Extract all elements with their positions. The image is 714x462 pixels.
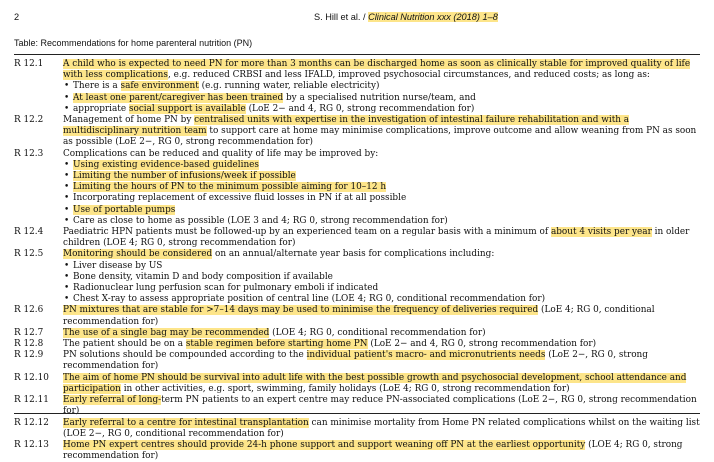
bullet-item: [63, 104, 702, 115]
recommendation-id: R 12.11: [14, 395, 49, 406]
recommendation-paragraph: [63, 149, 702, 160]
table-top-rule: [14, 54, 700, 55]
bullet-item: [63, 283, 702, 294]
text-segment: Chest X-ray to assess appropriate position of central line (LOE 4; RG 0, conditional recommendation for): [73, 294, 546, 305]
bullet-item: [63, 205, 702, 216]
text-segment: (LoE 2− and 4, RG 0, strong recommendation for): [245, 103, 475, 114]
recommendation-row: [14, 249, 702, 305]
recommendation-paragraph: [63, 115, 702, 149]
recommendation-text: [63, 373, 702, 395]
recommendation-paragraph: [63, 350, 702, 372]
text-segment: (LoE 2− and 4, RG 0, strong recommendation for): [367, 339, 597, 350]
bullet-item: [63, 171, 702, 182]
recommendation-text: [63, 227, 702, 249]
bullet-list: [63, 261, 702, 306]
recommendation-text: [63, 418, 702, 440]
bullet-item: [63, 294, 702, 305]
text-segment: (LOE 4; RG 0, conditional recommendation for): [269, 327, 486, 338]
running-header: [14, 12, 700, 25]
bullet-item: [63, 261, 702, 272]
highlighted-text: Use of portable pumps: [73, 204, 176, 215]
bullet-item: [63, 193, 702, 204]
text-segment: Paediatric HPN patients must be followed-up by an experienced team on a regular basis with a minimum of: [63, 227, 551, 238]
text-segment: (LOE 4; RG 0, strong recommendation for): [63, 439, 683, 462]
highlighted-text: safe environment: [120, 81, 199, 92]
recommendation-paragraph: [63, 59, 702, 81]
recommendation-id: R 12.6: [14, 305, 44, 316]
highlighted-text: Home PN expert centres should provide 24-h phone support and support weaning off PN at the earliest opportunity: [63, 439, 586, 450]
text-segment: (LoE 2−, RG 0, strong recommendation for): [63, 350, 648, 372]
recommendation-id: R 12.9: [14, 350, 44, 361]
recommendation-paragraph: [63, 249, 702, 260]
highlighted-text: centralised units with expertise in the investigation of intestinal failure rehabilitation and with a multidisciplinary nutrition team: [63, 115, 630, 137]
recommendation-paragraph: [63, 328, 702, 339]
highlighted-text: Early referral to a centre for intestinal transplantation: [63, 417, 309, 428]
text-segment: (e.g. running water, reliable electricity): [198, 81, 380, 92]
highlighted-text: Limiting the hours of PN to the minimum possible aiming for 10–12 h: [73, 182, 387, 193]
text-segment: appropriate: [73, 103, 129, 114]
text-segment: in other activities, e.g. sport, swimming, family holidays (LoE 4; RG 0, strong recommendation for): [120, 383, 570, 394]
recommendation-text: [63, 59, 702, 115]
highlighted-text: social support is available: [128, 103, 246, 114]
bullet-list: [63, 81, 702, 115]
recommendation-text: [63, 440, 702, 462]
recommendation-id: R 12.10: [14, 372, 49, 383]
authors: S. Hill et al. /: [314, 12, 369, 22]
text-segment: Complications can be reduced and quality of life may be improved by:: [63, 148, 379, 159]
bullet-item: [63, 160, 702, 171]
recommendation-id: R 12.5: [14, 249, 44, 260]
text-segment: PN solutions should be compounded according to the: [63, 350, 307, 361]
highlighted-text: Limiting the number of infusions/week if possible: [73, 171, 296, 182]
recommendation-row: [14, 59, 702, 115]
text-segment: can minimise mortality from Home PN related complications whilst on the waiting list (LOE 2−, RG 0, conditional recommendation for): [63, 417, 700, 439]
recommendation-id: R 12.3: [14, 148, 44, 159]
recommendation-row: [14, 115, 702, 149]
text-segment: Bone density, vitamin D and body composition if available: [73, 271, 333, 282]
recommendation-row: [14, 418, 702, 440]
recommendation-id: R 12.13: [14, 439, 49, 450]
bullet-item: [63, 272, 702, 283]
highlighted-text: The aim of home PN should be survival into adult life with the best possible growth and psychosocial development, school attendance and participation: [63, 372, 687, 394]
recommendation-text: [63, 305, 702, 327]
text-segment: to support care at home may minimise complications, improve outcome and allow weaning from PN as soon as possible (LoE 2−, RG 0, strong recommendation for): [63, 126, 697, 148]
recommendation-paragraph: [63, 418, 702, 440]
highlighted-text: Monitoring should be considered: [63, 249, 213, 260]
recommendation-paragraph: [63, 373, 702, 395]
text-segment: Care as close to home as possible (LOE 3 and 4; RG 0, strong recommendation for): [73, 215, 448, 226]
text-segment: in older children (LOE 4; RG 0, strong recommendation for): [63, 227, 690, 249]
recommendation-text: [63, 149, 702, 227]
recommendation-row: [14, 440, 702, 462]
highlighted-text: about 4 visits per year: [550, 227, 652, 238]
highlighted-text: The use of a single bag may be recommended: [63, 327, 270, 338]
table-bottom-rule: [14, 413, 700, 414]
text-segment: by a specialised nutrition nurse/team, and: [283, 92, 476, 103]
bullet-list: [63, 160, 702, 227]
highlighted-text: individual patient's macro- and micronutrients needs: [306, 350, 546, 361]
recommendation-row: [14, 373, 702, 395]
text-segment: The patient should be on a: [63, 339, 186, 350]
text-segment: on an annual/alternate year basis for complications including:: [212, 249, 495, 260]
text-segment: There is a: [73, 81, 121, 92]
bullet-item: [63, 81, 702, 92]
recommendations-table: [14, 59, 702, 462]
journal-link[interactable]: Clinical Nutrition xxx (2018) 1–8: [368, 12, 498, 22]
highlighted-text: Early referral of long-: [63, 395, 162, 406]
bullet-item: [63, 182, 702, 193]
recommendation-paragraph: [63, 395, 702, 417]
highlighted-text: A child who is expected to need PN for more than 3 months can be discharged home as soon as clinically stable for improved quality of life with less complications: [63, 59, 691, 81]
recommendation-paragraph: [63, 339, 702, 350]
recommendation-id: R 12.2: [14, 115, 44, 126]
recommendation-row: [14, 149, 702, 227]
text-segment: Liver disease by US: [73, 260, 163, 271]
recommendation-paragraph: [63, 440, 702, 462]
bullet-item: [63, 93, 702, 104]
recommendation-id: R 12.12: [14, 417, 49, 428]
text-segment: term PN patients to an expert centre may reduce PN-associated complications (LoE 2−, RG 0, strong recommendation for): [63, 395, 697, 417]
recommendation-row: [14, 339, 702, 350]
recommendation-row: [14, 227, 702, 249]
text-segment: Radionuclear lung perfusion scan for pulmonary emboli if indicated: [73, 283, 379, 294]
text-segment: , e.g. reduced CRBSI and less IFALD, improved psychosocial circumstances, and reduced costs; as long as:: [167, 70, 650, 81]
recommendation-text: [63, 395, 702, 417]
recommendation-text: [63, 328, 702, 339]
recommendation-text: [63, 350, 702, 372]
recommendation-id: R 12.8: [14, 339, 44, 350]
recommendation-paragraph: [63, 305, 702, 327]
table-title: Table: Recommendations for home parenteral nutrition (PN): [14, 38, 253, 48]
text-segment: Management of home PN by: [63, 115, 195, 126]
text-segment: Incorporating replacement of excessive fluid losses in PN if at all possible: [73, 193, 407, 204]
journal-citation: [314, 12, 498, 23]
recommendation-text: [63, 115, 702, 149]
recommendation-row: [14, 350, 702, 372]
recommendation-paragraph: [63, 227, 702, 249]
recommendation-row: [14, 305, 702, 327]
recommendation-text: [63, 249, 702, 305]
bullet-item: [63, 216, 702, 227]
recommendation-id: R 12.1: [14, 59, 44, 69]
highlighted-text: stable regimen before starting home PN: [185, 339, 368, 350]
recommendation-id: R 12.7: [14, 327, 44, 338]
recommendation-row: [14, 328, 702, 339]
text-segment: (LoE 4; RG 0, conditional recommendation for): [63, 305, 655, 327]
highlighted-text: Using existing evidence-based guidelines: [73, 159, 259, 170]
page-number: 2: [14, 12, 20, 22]
recommendation-id: R 12.4: [14, 227, 44, 238]
recommendation-row: [14, 395, 702, 417]
highlighted-text: At least one parent/caregiver has been trained: [73, 92, 284, 103]
highlighted-text: PN mixtures that are stable for >7–14 days may be used to minimise the frequency of deliveries required: [63, 305, 539, 316]
recommendation-text: [63, 339, 702, 350]
